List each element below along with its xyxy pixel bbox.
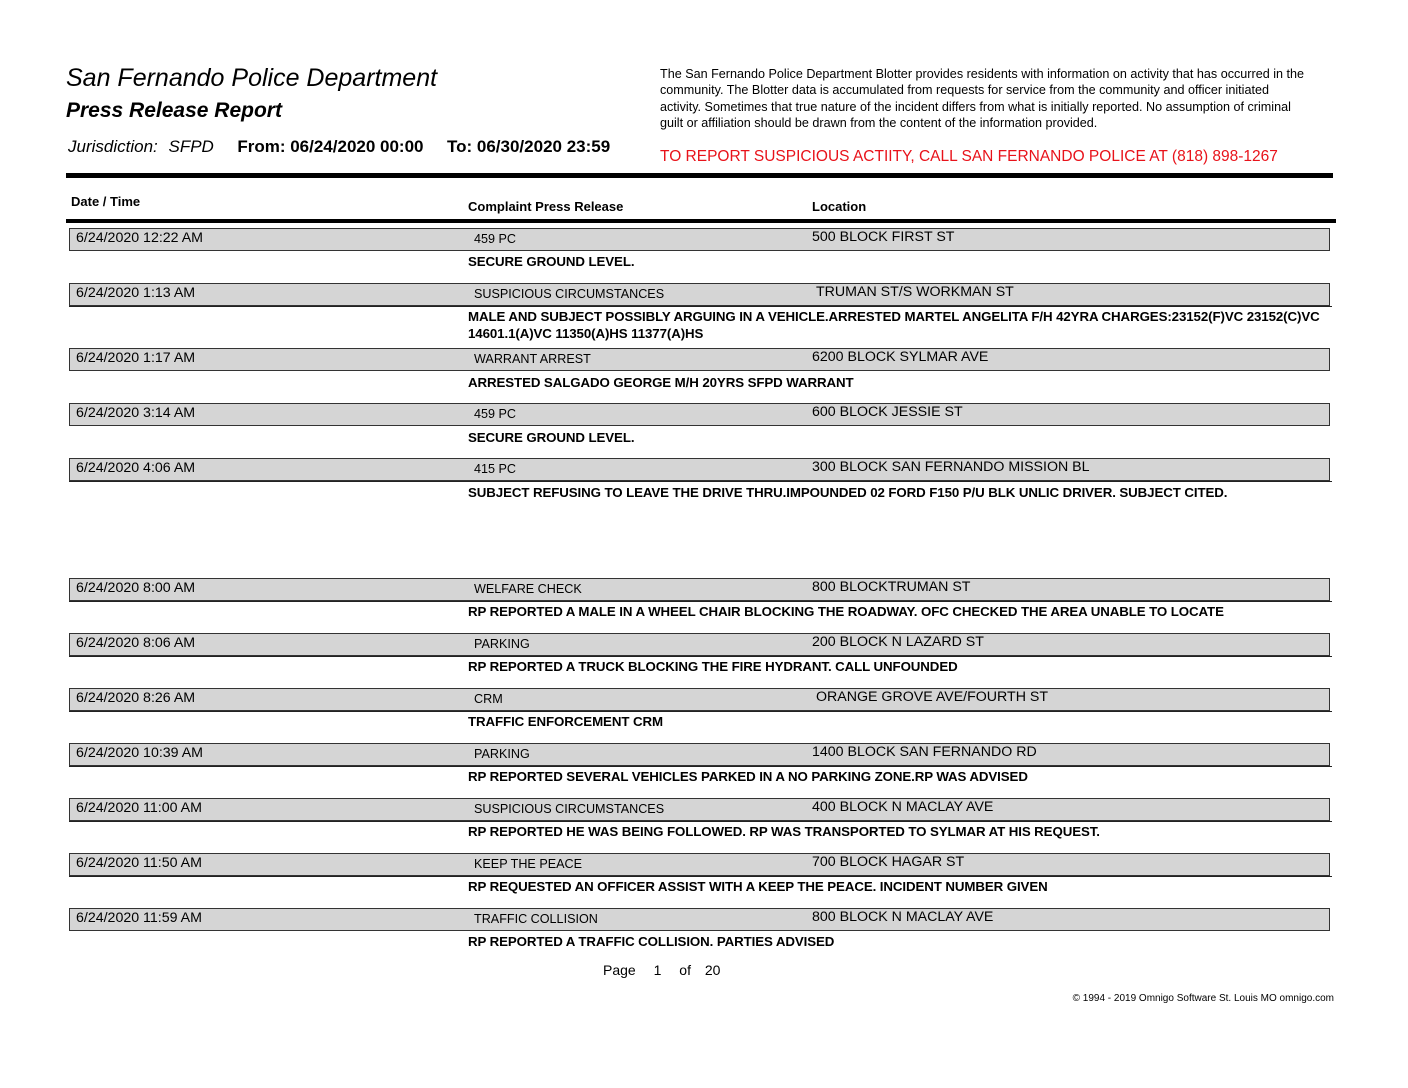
- incident-complaint: SUSPICIOUS CIRCUMSTANCES: [474, 802, 665, 816]
- incident-complaint: 415 PC: [474, 462, 517, 476]
- incident-location: 800 BLOCK N MACLAY AVE: [812, 909, 994, 925]
- column-header-date: Date / Time: [71, 194, 141, 209]
- incident-description: RP REPORTED A MALE IN A WHEEL CHAIR BLOCKING THE ROADWAY. OFC CHECKED THE AREA UNABLE TO LOCATE: [468, 604, 1224, 619]
- row-underline: [69, 766, 1332, 767]
- page-label: Page: [603, 962, 636, 978]
- incident-datetime: 6/24/2020 10:39 AM: [76, 745, 204, 761]
- incident-location: TRUMAN ST/S WORKMAN ST: [816, 284, 1014, 300]
- report-suspicious-activity-line: TO REPORT SUSPICIOUS ACTIITY, CALL SAN FERNANDO POLICE AT (818) 898-1267: [660, 148, 1278, 165]
- incident-location: 200 BLOCK N LAZARD ST: [812, 634, 984, 650]
- incident-complaint: WARRANT ARREST: [474, 352, 591, 366]
- incident-datetime: 6/24/2020 4:06 AM: [76, 460, 196, 476]
- incident-complaint: 459 PC: [474, 407, 517, 421]
- incident-datetime: 6/24/2020 8:26 AM: [76, 690, 196, 706]
- incident-description: RP REQUESTED AN OFFICER ASSIST WITH A KEEP THE PEACE. INCIDENT NUMBER GIVEN: [468, 879, 1048, 894]
- incident-row: [69, 403, 1330, 426]
- page-total: 20: [704, 962, 721, 978]
- row-underline: [69, 821, 1332, 822]
- incident-row: [69, 228, 1330, 251]
- header-divider: [66, 173, 1333, 178]
- incident-description: SECURE GROUND LEVEL.: [468, 430, 635, 445]
- incident-row: [69, 798, 1330, 821]
- incident-location: 800 BLOCKTRUMAN ST: [812, 579, 971, 595]
- incident-row: [69, 688, 1330, 711]
- incident-location: 500 BLOCK FIRST ST: [812, 229, 955, 245]
- incident-row: [69, 458, 1330, 481]
- incident-datetime: 6/24/2020 8:06 AM: [76, 635, 196, 651]
- from-value: 06/24/2020 00:00: [290, 137, 424, 156]
- incident-description: RP REPORTED A TRUCK BLOCKING THE FIRE HYDRANT. CALL UNFOUNDED: [468, 659, 958, 674]
- from-label: From:: [237, 137, 286, 156]
- incident-row: [69, 853, 1330, 876]
- incident-datetime: 6/24/2020 12:22 AM: [76, 230, 204, 246]
- report-title: Press Release Report: [66, 99, 282, 122]
- incident-description: ARRESTED SALGADO GEORGE M/H 20YRS SFPD WARRANT: [468, 375, 854, 390]
- incident-row: [69, 908, 1330, 931]
- incident-row: [69, 348, 1330, 371]
- page-indicator: [603, 962, 720, 978]
- page-current: 1: [653, 962, 662, 978]
- incident-description: SUBJECT REFUSING TO LEAVE THE DRIVE THRU.IMPOUNDED 02 FORD F150 P/U BLK UNLIC DRIVER. SUBJECT CITED.: [468, 485, 1228, 500]
- incident-complaint: KEEP THE PEACE: [474, 857, 583, 871]
- jurisdiction-label: Jurisdiction:: [68, 137, 158, 156]
- incident-complaint: TRAFFIC COLLISION: [474, 912, 598, 926]
- incident-row: [69, 743, 1330, 766]
- column-header-divider: [66, 219, 1336, 223]
- incident-datetime: 6/24/2020 1:13 AM: [76, 285, 196, 301]
- incident-location: 400 BLOCK N MACLAY AVE: [812, 799, 994, 815]
- incident-datetime: 6/24/2020 11:50 AM: [76, 855, 202, 871]
- incident-complaint: SUSPICIOUS CIRCUMSTANCES: [474, 287, 665, 301]
- incident-row: [69, 633, 1330, 656]
- incident-description: RP REPORTED HE WAS BEING FOLLOWED. RP WAS TRANSPORTED TO SYLMAR AT HIS REQUEST.: [468, 824, 1100, 839]
- row-underline: [69, 656, 1332, 657]
- column-header-location: Location: [812, 199, 867, 214]
- copyright-notice: © 1994 - 2019 Omnigo Software St. Louis MO omnigo.com: [1072, 993, 1334, 1004]
- incident-complaint: CRM: [474, 692, 503, 706]
- row-underline: [69, 601, 1332, 602]
- incident-description: SECURE GROUND LEVEL.: [468, 254, 635, 269]
- to-value: 06/30/2020 23:59: [476, 137, 611, 156]
- row-underline: [69, 306, 1332, 307]
- incident-row: [69, 283, 1330, 306]
- incident-datetime: 6/24/2020 8:00 AM: [76, 580, 196, 596]
- jurisdiction-line: [68, 137, 610, 157]
- incident-description: RP REPORTED SEVERAL VEHICLES PARKED IN A NO PARKING ZONE.RP WAS ADVISED: [468, 769, 1028, 784]
- incident-datetime: 6/24/2020 3:14 AM: [76, 405, 196, 421]
- incident-description: TRAFFIC ENFORCEMENT CRM: [468, 714, 663, 729]
- incident-location: 700 BLOCK HAGAR ST: [812, 854, 965, 870]
- org-title: San Fernando Police Department: [66, 64, 438, 92]
- incident-location: 300 BLOCK SAN FERNANDO MISSION BL: [812, 459, 1090, 475]
- incident-location: ORANGE GROVE AVE/FOURTH ST: [816, 689, 1049, 705]
- incident-description: MALE AND SUBJECT POSSIBLY ARGUING IN A VEHICLE.ARRESTED MARTEL ANGELITA F/H 42YRA CHARGES:23152(F)VC 23152(C)VC 14601.1(A)VC 11350(A)HS 11377(A)HS: [468, 309, 1320, 341]
- incident-datetime: 6/24/2020 11:00 AM: [76, 800, 202, 816]
- incident-complaint: 459 PC: [474, 232, 517, 246]
- incident-location: 600 BLOCK JESSIE ST: [812, 404, 963, 420]
- incident-datetime: 6/24/2020 1:17 AM: [76, 350, 196, 366]
- jurisdiction-value: SFPD: [168, 137, 214, 156]
- incident-complaint: WELFARE CHECK: [474, 582, 582, 596]
- incident-complaint: PARKING: [474, 637, 530, 651]
- row-underline: [69, 876, 1332, 877]
- to-label: To:: [446, 137, 473, 156]
- incident-location: 1400 BLOCK SAN FERNANDO RD: [812, 744, 1037, 760]
- disclaimer-text: The San Fernando Police Department Blotter provides residents with information on activity that has occurred in the community. The Blotter data is accumulated from requests for service from the community and officer initiated activity. Sometimes that true nature of the incident differs from what is initially reported. No assumption of criminal guilt or affiliation should be drawn from the content of the information provided.: [660, 67, 1305, 131]
- column-header-complaint: Complaint Press Release: [468, 199, 624, 214]
- incident-complaint: PARKING: [474, 747, 530, 761]
- page-of-label: of: [679, 962, 691, 978]
- row-underline: [69, 481, 1332, 482]
- row-underline: [69, 711, 1332, 712]
- incident-row: [69, 578, 1330, 601]
- incident-description: RP REPORTED A TRAFFIC COLLISION. PARTIES ADVISED: [468, 934, 835, 949]
- incident-location: 6200 BLOCK SYLMAR AVE: [812, 349, 989, 365]
- incident-datetime: 6/24/2020 11:59 AM: [76, 910, 202, 926]
